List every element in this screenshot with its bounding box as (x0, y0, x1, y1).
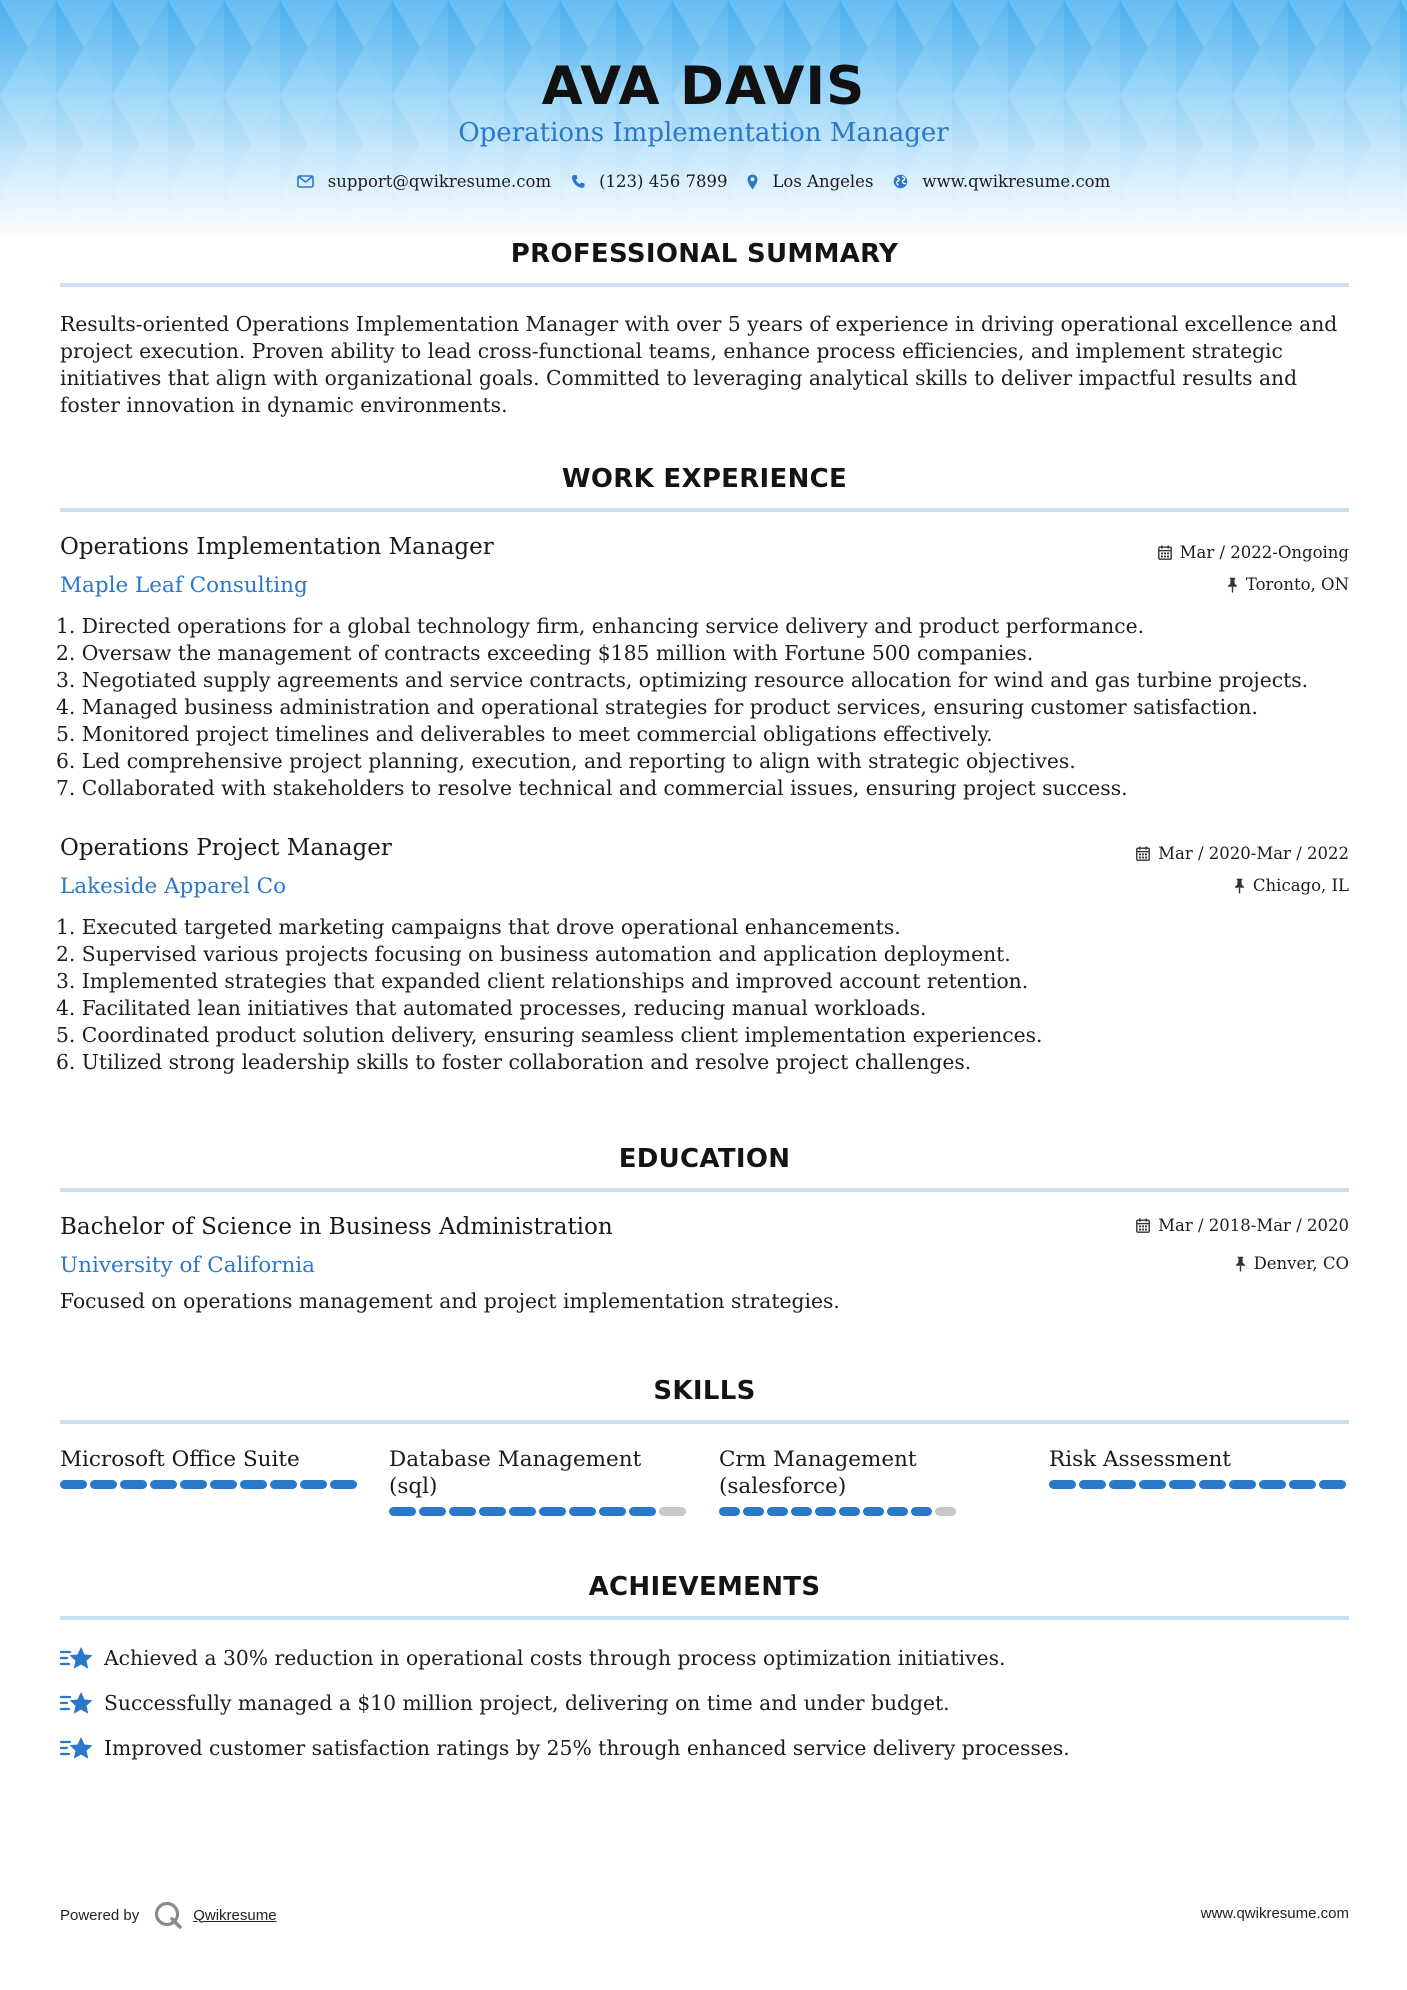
education-school: University of California (60, 1253, 315, 1278)
contact-location (747, 172, 873, 191)
pushpin-icon (1227, 577, 1238, 593)
skill-item (719, 1446, 959, 1516)
education-description: Focused on operations management and project implementation strategies. (60, 1289, 840, 1313)
skill-segment-filled (1229, 1480, 1256, 1489)
job-location (1227, 575, 1349, 594)
list-item: 2. Supervised various projects focusing on business automation and application deployment. (56, 942, 1011, 966)
skill-segment-filled (1319, 1480, 1346, 1489)
achievement-item (60, 1690, 950, 1716)
education-dates (1136, 1216, 1349, 1235)
star-icon (60, 1690, 94, 1716)
list-item: 1. Directed operations for a global technology firm, enhancing service delivery and product performance. (56, 614, 1145, 638)
star-icon (60, 1645, 94, 1671)
skill-rating-bar (1049, 1480, 1349, 1489)
skill-segment-filled (1049, 1480, 1076, 1489)
summary-divider (60, 283, 1349, 287)
skill-segment-filled (120, 1480, 147, 1489)
skill-segment-filled (509, 1507, 536, 1516)
job-company: Maple Leaf Consulting (60, 573, 308, 598)
list-item: 7. Collaborated with stakeholders to resolve technical and commercial issues, ensuring project success. (56, 776, 1128, 800)
skill-segment-filled (539, 1507, 566, 1516)
job-location-text: Toronto, ON (1245, 575, 1349, 594)
contact-phone-text: (123) 456 7899 (599, 172, 728, 191)
candidate-name: AVA DAVIS (541, 56, 866, 117)
achievements-divider (60, 1616, 1349, 1620)
skills-section-title: SKILLS (653, 1376, 756, 1406)
skill-segment-filled (90, 1480, 117, 1489)
skill-item (60, 1446, 360, 1489)
job-company: Lakeside Apparel Co (60, 874, 287, 899)
list-item: 6. Utilized strong leadership skills to foster collaboration and resolve project challenges. (56, 1050, 972, 1074)
pushpin-icon (1234, 878, 1245, 894)
achievement-text: Improved customer satisfaction ratings by 25% through enhanced service delivery processes. (104, 1736, 1070, 1760)
skill-segment-filled (300, 1480, 327, 1489)
skill-segment-filled (887, 1507, 908, 1516)
candidate-role: Operations Implementation Manager (458, 118, 949, 148)
skill-segment-filled (1289, 1480, 1316, 1489)
contact-website[interactable] (893, 172, 1110, 191)
qwikresume-logo-icon (153, 1900, 183, 1930)
skill-segment-filled (1109, 1480, 1136, 1489)
education-dates-text: Mar / 2018-Mar / 2020 (1158, 1216, 1349, 1235)
list-item: 4. Facilitated lean initiatives that automated processes, reducing manual workloads. (56, 996, 927, 1020)
skill-segment-filled (449, 1507, 476, 1516)
skill-segment-filled (419, 1507, 446, 1516)
contact-email[interactable] (297, 172, 551, 191)
skill-segment-filled (599, 1507, 626, 1516)
skill-segment-filled (150, 1480, 177, 1489)
job-location (1234, 876, 1349, 895)
job-location-text: Chicago, IL (1252, 876, 1349, 895)
skill-item (389, 1446, 689, 1516)
job-dates (1158, 543, 1349, 562)
job-responsibilities (56, 914, 1349, 1076)
contact-phone[interactable] (571, 172, 727, 191)
summary-section-title: PROFESSIONAL SUMMARY (510, 239, 899, 269)
skill-segment-filled (1199, 1480, 1226, 1489)
experience-section-title: WORK EXPERIENCE (561, 464, 848, 494)
education-section-title: EDUCATION (618, 1144, 791, 1174)
skill-segment-filled (815, 1507, 836, 1516)
skill-rating-bar (389, 1507, 689, 1516)
skill-segment-filled (629, 1507, 656, 1516)
list-item: 3. Implemented strategies that expanded client relationships and improved account retention. (56, 969, 1029, 993)
skill-segment-filled (1169, 1480, 1196, 1489)
skill-name: Database Management (sql) (389, 1447, 642, 1499)
skill-segment-filled (210, 1480, 237, 1489)
experience-divider (60, 508, 1349, 512)
footer-powered-by (60, 1900, 277, 1930)
skill-segment-filled (479, 1507, 506, 1516)
skill-segment-filled (1139, 1480, 1166, 1489)
contact-email-text: support@qwikresume.com (327, 172, 552, 191)
skill-segment-filled (569, 1507, 596, 1516)
skills-divider (60, 1420, 1349, 1424)
job-title: Operations Project Manager (60, 835, 392, 861)
list-item: 6. Led comprehensive project planning, execution, and reporting to align with strategic objectives. (56, 749, 1076, 773)
globe-icon (893, 174, 908, 189)
skill-segment-filled (1259, 1480, 1286, 1489)
achievements-section-title: ACHIEVEMENTS (588, 1572, 821, 1602)
achievement-item (60, 1735, 1070, 1761)
skill-segment-filled (330, 1480, 357, 1489)
job-dates (1136, 844, 1349, 863)
list-item: 3. Negotiated supply agreements and service contracts, optimizing resource allocation for wind and gas turbine projects. (56, 668, 1309, 692)
skill-name: Microsoft Office Suite (60, 1447, 300, 1472)
education-location (1235, 1254, 1349, 1273)
qwikresume-link[interactable]: Qwikresume (193, 1906, 277, 1924)
calendar-icon (1158, 545, 1172, 560)
contact-website-text: www.qwikresume.com (922, 172, 1111, 191)
skill-segment-filled (60, 1480, 87, 1489)
skill-segment-empty (659, 1507, 686, 1516)
list-item: 5. Coordinated product solution delivery, ensuring seamless client implementation experiences. (56, 1023, 1043, 1047)
skill-segment-empty (935, 1507, 956, 1516)
skill-name: Crm Management (salesforce) (719, 1447, 917, 1499)
calendar-icon (1136, 1218, 1150, 1233)
contact-bar (0, 172, 1407, 191)
education-degree: Bachelor of Science in Business Administration (60, 1214, 613, 1240)
skill-segment-filled (180, 1480, 207, 1489)
skill-segment-filled (389, 1507, 416, 1516)
skill-segment-filled (863, 1507, 884, 1516)
calendar-icon (1136, 846, 1150, 861)
achievement-item (60, 1645, 1005, 1671)
skill-rating-bar (60, 1480, 360, 1489)
list-item: 5. Monitored project timelines and deliverables to meet commercial obligations effectively. (56, 722, 993, 746)
powered-by-label: Powered by (60, 1906, 140, 1924)
list-item: 1. Executed targeted marketing campaigns that drove operational enhancements. (56, 915, 901, 939)
education-divider (60, 1188, 1349, 1192)
job-responsibilities (56, 613, 1349, 802)
skill-segment-filled (240, 1480, 267, 1489)
contact-location-text: Los Angeles (772, 172, 874, 191)
phone-icon (571, 174, 585, 189)
skill-segment-filled (791, 1507, 812, 1516)
skill-segment-filled (719, 1507, 740, 1516)
skill-segment-filled (839, 1507, 860, 1516)
skill-rating-bar (719, 1507, 959, 1516)
summary-text: Results-oriented Operations Implementation Manager with over 5 years of experience in driving operational excellence and project execution. Proven ability to lead cross-functional teams, enhance process efficiencies, and implement strategic initiatives that align with organizational goals. Committed to leveraging analytical skills to deliver impactful results and foster innovation in dynamic environments. (60, 312, 1338, 417)
skill-segment-filled (911, 1507, 932, 1516)
skill-segment-filled (1079, 1480, 1106, 1489)
education-location-text: Denver, CO (1253, 1254, 1349, 1273)
skill-item (1049, 1446, 1349, 1489)
map-pin-icon (747, 174, 758, 190)
job-dates-text: Mar / 2022-Ongoing (1179, 543, 1349, 562)
achievement-text: Achieved a 30% reduction in operational costs through process optimization initiatives. (104, 1646, 1006, 1670)
list-item: 2. Oversaw the management of contracts exceeding $185 million with Fortune 500 companies. (56, 641, 1034, 665)
resume-header (0, 0, 1407, 240)
skill-segment-filled (270, 1480, 297, 1489)
footer-website[interactable]: www.qwikresume.com (1200, 1905, 1349, 1922)
skill-name: Risk Assessment (1049, 1447, 1231, 1472)
skill-segment-filled (743, 1507, 764, 1516)
envelope-icon (297, 175, 314, 188)
achievement-text: Successfully managed a $10 million project, delivering on time and under budget. (104, 1691, 950, 1715)
job-dates-text: Mar / 2020-Mar / 2022 (1158, 844, 1349, 863)
list-item: 4. Managed business administration and operational strategies for product services, ensuring customer satisfaction. (56, 695, 1258, 719)
pushpin-icon (1235, 1256, 1246, 1272)
skill-segment-filled (767, 1507, 788, 1516)
star-icon (60, 1735, 94, 1761)
job-title: Operations Implementation Manager (60, 534, 494, 560)
